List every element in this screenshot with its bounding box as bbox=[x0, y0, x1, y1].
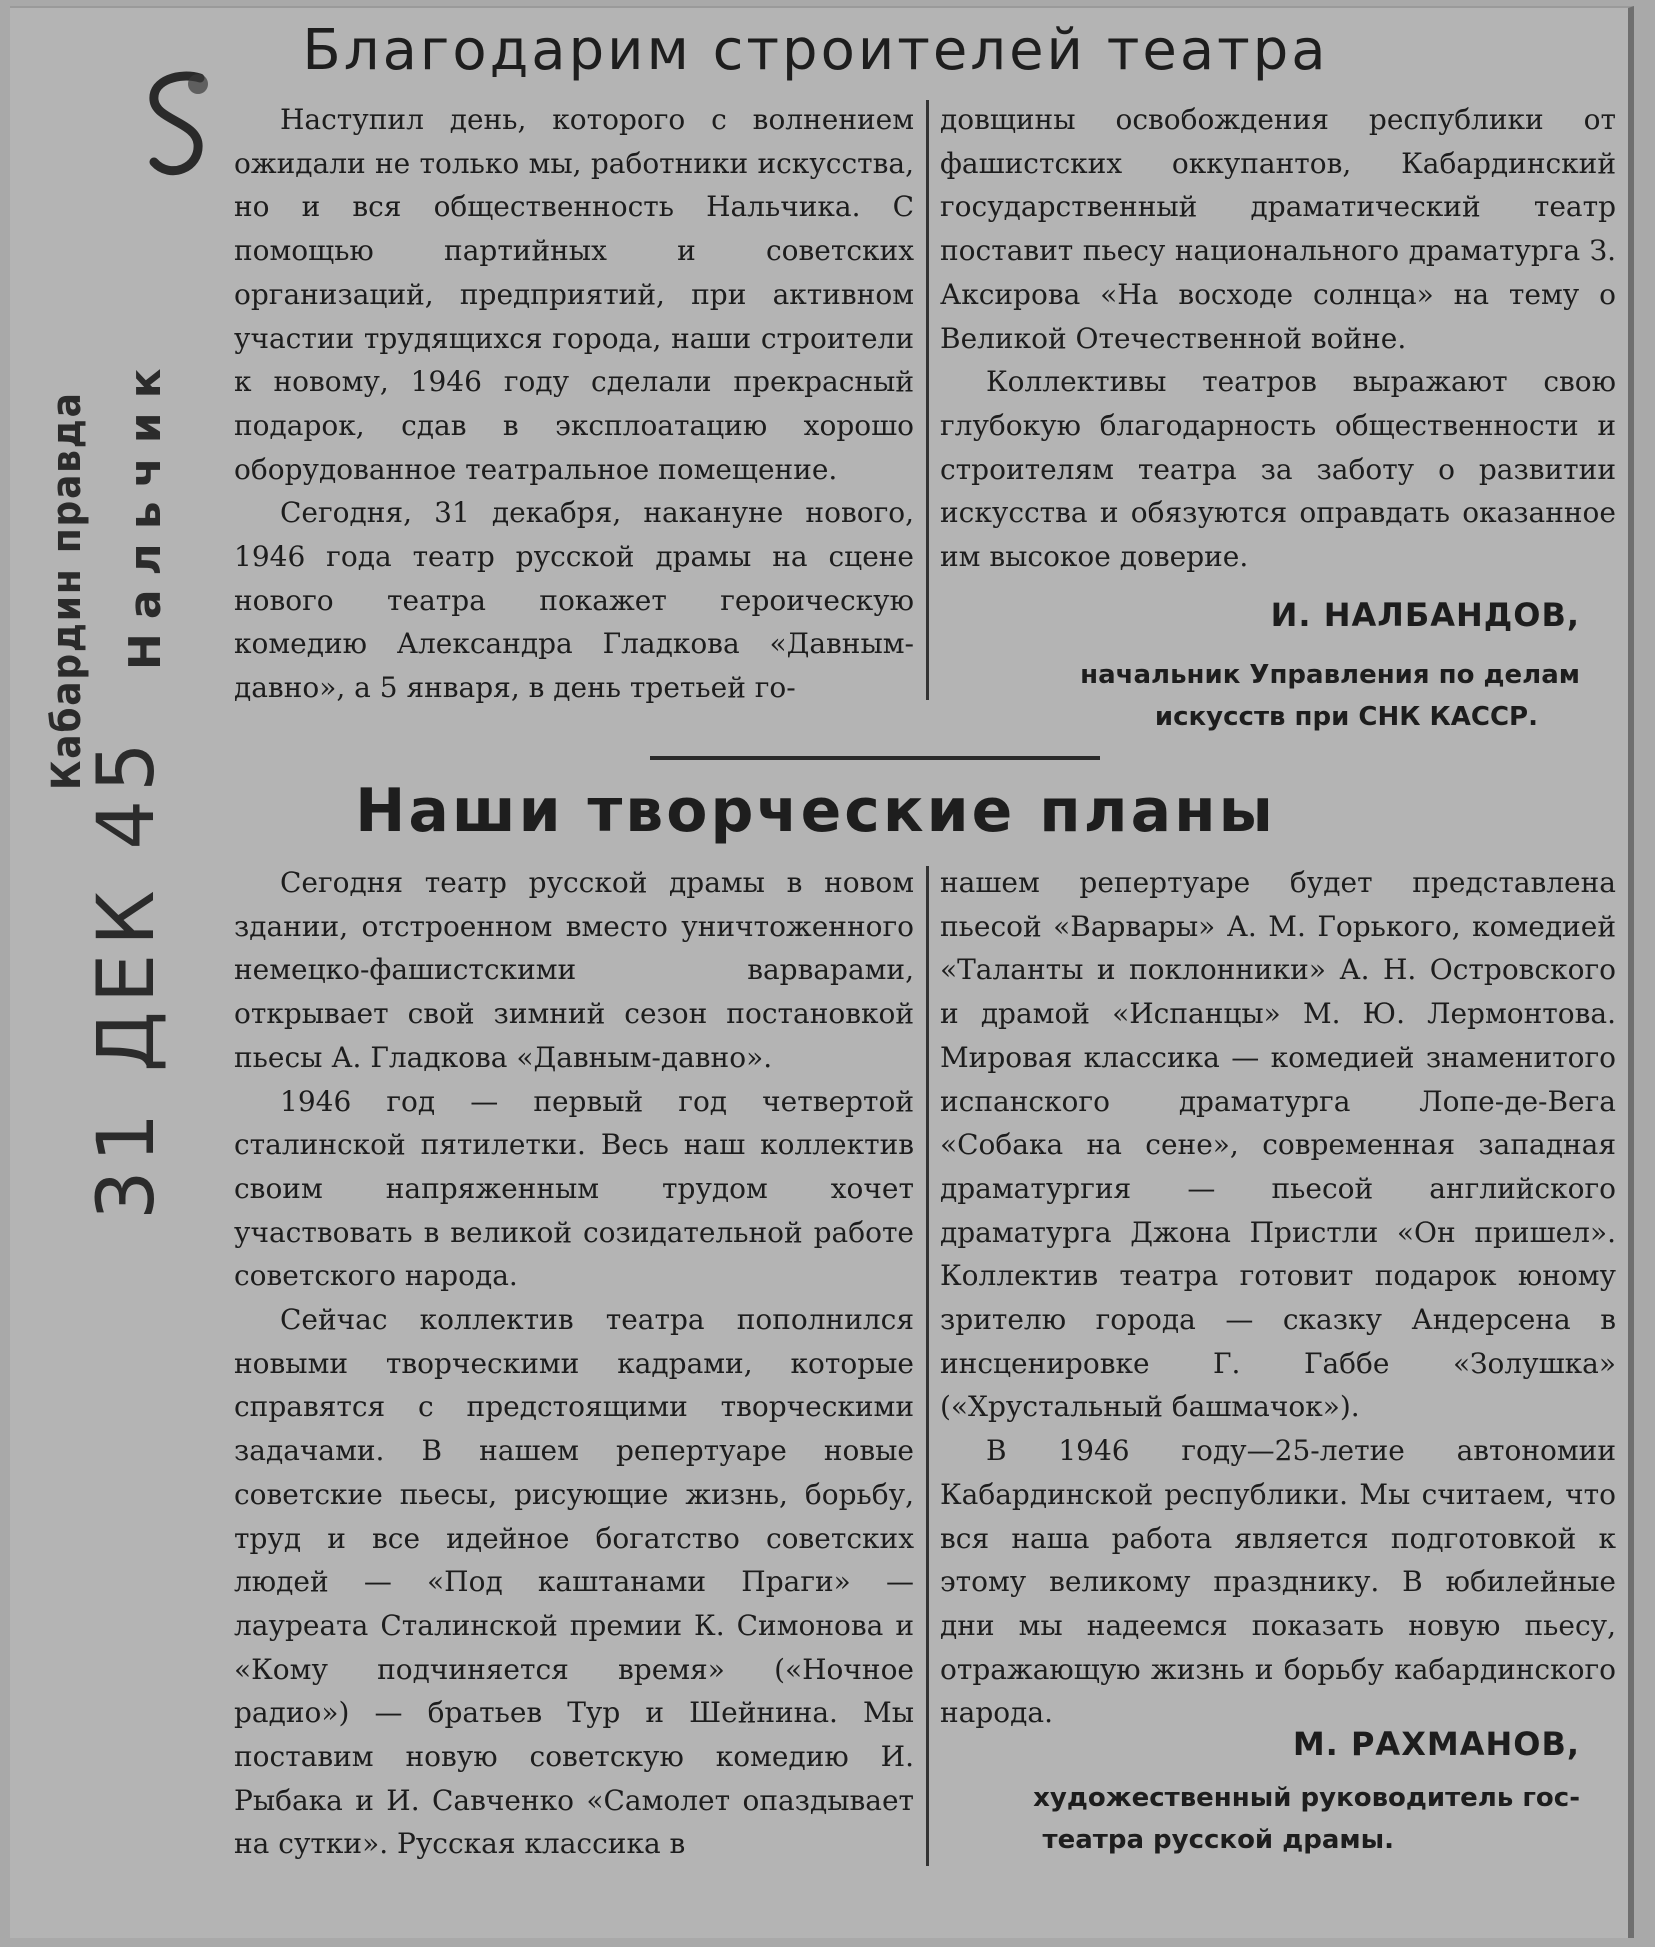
date-stamp: 31 ДЕК 45 bbox=[82, 734, 172, 1220]
newspaper-stamp: Кабардин правда bbox=[44, 391, 90, 790]
article1-signature bbox=[940, 596, 1580, 738]
article2-left-paragraph: 1946 год — первый год четвертой сталинской пятилетки. Весь наш коллектив своим напряженным трудом хочет участвовать в великой созидательной работе советского народа. bbox=[234, 1084, 914, 1293]
article2-signature bbox=[940, 1725, 1580, 1861]
article2-right-column bbox=[940, 861, 1616, 1735]
article2-signature-role: театра русской драмы. bbox=[1042, 1825, 1394, 1855]
article2-right-paragraph: В 1946 году—25-летие автономии Кабардинской республики. Мы считаем, что вся наша работа является подготовкой к этому великому празднику. В юбилейные дни мы надеемся показать новую пьесу, отражающую жизнь и борьбу кабардинского народа. bbox=[940, 1434, 1616, 1730]
article1-signature-name: И. НАЛБАНДОВ, bbox=[1270, 596, 1580, 634]
article1-title: Благодарим строителей театра bbox=[302, 18, 1329, 83]
article1-left-column bbox=[234, 98, 914, 710]
article1-signature-role: начальник Управления по делам bbox=[1080, 660, 1580, 690]
city-stamp: Нальчик bbox=[120, 354, 171, 670]
article2-left-paragraph: Сейчас коллектив театра пополнился новыми творческими кадрами, которые справятся с предстоящими творческими задачами. В нашем репертуаре новые советские пьесы, рисующие жизнь, борьбу, труд и все идейное богатство советских людей — «Под каштанами Праги» — лауреата Сталинской премии К. Симонова и «Кому подчиняется время» («Ночное радио») — братьев Тур и Шейнина. Мы поставим новую советскую комедию И. Рыбака и И. Савченко «Самолет опаздывает на сутки». Русская классика в bbox=[234, 1303, 914, 1861]
article2-left-column bbox=[234, 861, 914, 1866]
article2-left-paragraph: Сегодня театр русской драмы в новом здании, отстроенном вместо уничтоженного немецко-фашистскими варварами, открывает свой зимний сезон постановкой пьесы А. Гладкова «Давным-давно». bbox=[234, 866, 914, 1074]
article2-column-divider bbox=[926, 866, 929, 1866]
article2-right-paragraph: нашем репертуаре будет представлена пьесой «Варвары» А. М. Горького, комедией «Таланты и поклонники» А. Н. Островского и драмой «Испанцы» М. Ю. Лермонтова. Мировая классика — комедией знаменитого испанского драматурга Лопе-де-Вега «Собака на сене», современная западная драматургия — пьесой английского драматурга Джона Пристли «Он пришел». Коллектив театра готовит подарок юному зрителю города — сказку Андерсена в инсценировке Г. Габбе «Золушка» («Хрустальный башмачок»). bbox=[940, 866, 1616, 1424]
handwritten-mark-icon bbox=[140, 70, 218, 200]
article1-left-paragraph: Наступил день, которого с волнением ожидали не только мы, работники искусства, но и вся общественность Нальчика. С помощью партийных и советских организаций, предприятий, при активном участии трудящихся города, наши строители к новому, 1946 году сделали прекрасный подарок, сдав в эксплоатацию хорошо оборудованное театральное помещение. bbox=[234, 103, 914, 486]
article1-column-divider bbox=[926, 100, 929, 700]
article2-signature-role: художественный руководитель гос- bbox=[1033, 1783, 1580, 1813]
article2-title: Наши творческие планы bbox=[355, 776, 1276, 846]
article2-signature-name: М. РАХМАНОВ, bbox=[1292, 1725, 1580, 1763]
article1-right-column bbox=[940, 98, 1616, 579]
article1-left-paragraph: Сегодня, 31 декабря, накануне нового, 1946 года театр русской драмы на сцене нового театра покажет героическую комедию Александра Гладкова «Давным-давно», а 5 января, в день третьей го- bbox=[234, 496, 914, 705]
article-separator bbox=[650, 756, 1100, 760]
article1-signature-role: искусств при СНК КАССР. bbox=[1154, 702, 1538, 732]
article1-right-paragraph: довщины освобождения республики от фашистских оккупантов, Кабардинский государственный драматический театр поставит пьесу национального драматурга З. Аксирова «На восходе солнца» на тему о Великой Отечественной войне. bbox=[940, 103, 1616, 355]
article1-right-paragraph: Коллективы театров выражают свою глубокую благодарность общественности и строителям театра за заботу о развитии искусства и обязуются оправдать оказанное им высокое доверие. bbox=[940, 365, 1616, 574]
